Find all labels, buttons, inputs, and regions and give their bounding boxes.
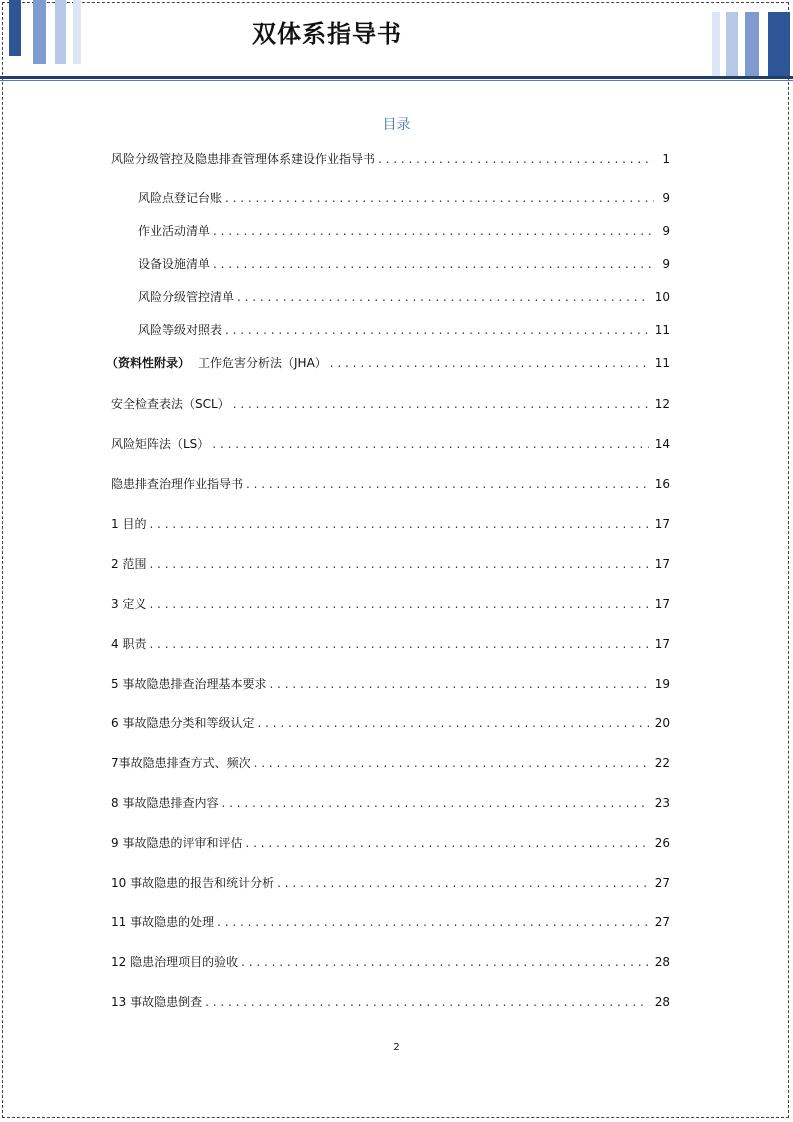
toc-entry-title: 安全检查表法（SCL） <box>111 397 230 411</box>
toc-entry[interactable] <box>111 676 670 692</box>
toc-entry[interactable] <box>138 190 670 206</box>
toc-entry[interactable] <box>138 223 670 239</box>
toc-entry[interactable] <box>111 875 670 891</box>
header-rule <box>0 76 793 79</box>
toc-leader-dots <box>213 223 654 239</box>
header-left-bar-1 <box>9 0 21 56</box>
toc-entry[interactable] <box>111 151 670 167</box>
toc-entry-title: 5 事故隐患排查治理基本要求 <box>111 677 267 691</box>
toc-entry[interactable] <box>111 596 670 612</box>
header-right-bar-3 <box>745 12 759 76</box>
toc-entry-page: 12 <box>654 397 670 411</box>
header-left-bar-4 <box>73 0 81 64</box>
header-right-bar-1 <box>712 12 720 76</box>
toc-entry-title: 工作危害分析法（JHA） <box>198 356 327 370</box>
toc-leader-dots <box>149 516 648 532</box>
toc-entry-page: 16 <box>654 477 670 491</box>
toc-entry-page: 9 <box>662 224 670 238</box>
header-right-bar-4 <box>768 12 790 76</box>
toc-entry-page: 27 <box>654 915 670 929</box>
toc-entry[interactable] <box>111 436 670 452</box>
toc-entry[interactable] <box>111 476 670 492</box>
toc-entry-title: 3 定义 <box>111 597 147 611</box>
toc-entry-page: 17 <box>654 597 670 611</box>
toc-entry-title: 7事故隐患排查方式、频次 <box>111 756 251 770</box>
toc-entry-page: 10 <box>654 290 670 304</box>
toc-leader-dots <box>213 256 654 272</box>
toc-leader-dots <box>277 875 649 891</box>
toc-entry-page: 28 <box>654 995 670 1009</box>
toc-leader-dots <box>246 476 649 492</box>
toc-heading: 目录 <box>382 117 411 133</box>
toc-entry-page: 26 <box>654 836 670 850</box>
toc-entry-page: 11 <box>654 323 670 337</box>
toc-entry-title: 风险分级管控及隐患排查管理体系建设作业指导书 <box>111 152 376 166</box>
page-number: 2 <box>393 1042 400 1053</box>
toc-entry[interactable] <box>111 994 670 1010</box>
header-right-bar-2 <box>726 12 738 76</box>
toc-entry-page: 17 <box>654 637 670 651</box>
toc-entry-title: 风险点登记台账 <box>138 191 223 205</box>
toc-entry-page: 23 <box>654 796 670 810</box>
toc-entry-title: 10 事故隐患的报告和统计分析 <box>111 876 275 890</box>
toc-entry-page: 1 <box>662 152 670 166</box>
toc-entry-page: 27 <box>654 876 670 890</box>
toc-leader-dots <box>233 396 649 412</box>
toc-entry-title: 风险分级管控清单 <box>138 290 235 304</box>
toc-entry-title: 4 职责 <box>111 637 147 651</box>
toc-leader-dots <box>217 914 649 930</box>
toc-entry-title: 11 事故隐患的处理 <box>111 915 215 929</box>
toc-entry-page: 17 <box>654 557 670 571</box>
toc-entry[interactable] <box>111 755 670 771</box>
toc-leader-dots <box>254 755 649 771</box>
toc-leader-dots <box>221 795 648 811</box>
header-left-bar-3 <box>55 0 66 64</box>
toc-entry-page: 9 <box>662 257 670 271</box>
toc-entry-page: 11 <box>654 356 670 370</box>
toc-entry-title: 2 范围 <box>111 557 147 571</box>
toc-leader-dots <box>378 151 654 167</box>
toc-entry[interactable] <box>111 835 670 851</box>
toc-entry-page: 17 <box>654 517 670 531</box>
toc-leader-dots <box>212 436 648 452</box>
document-title: 双体系指导书 <box>252 20 402 48</box>
toc-leader-dots <box>269 676 648 692</box>
toc-leader-dots <box>225 322 649 338</box>
toc-entry-title: 13 事故隐患倒查 <box>111 995 203 1009</box>
toc-entry-title: 隐患排查治理作业指导书 <box>111 477 244 491</box>
toc-leader-dots <box>237 289 649 305</box>
header-rule-thin <box>0 80 793 81</box>
toc-entry-title: 6 事故隐患分类和等级认定 <box>111 716 255 730</box>
toc-entry-title: 设备设施清单 <box>138 257 211 271</box>
toc-entry-title: 1 目的 <box>111 517 147 531</box>
toc-entry-title: 风险等级对照表 <box>138 323 223 337</box>
toc-leader-dots <box>149 556 648 572</box>
toc-entry[interactable] <box>111 516 670 532</box>
toc-entry-page: 19 <box>654 677 670 691</box>
toc-entry-title: 风险矩阵法（LS） <box>111 437 210 451</box>
toc-entry[interactable] <box>111 396 670 412</box>
toc-leader-dots <box>149 596 648 612</box>
toc-entry-page: 20 <box>654 716 670 730</box>
toc-entry[interactable] <box>106 355 670 371</box>
toc-entry[interactable] <box>111 795 670 811</box>
toc-entry-page: 9 <box>662 191 670 205</box>
toc-entry-title: 作业活动清单 <box>138 224 211 238</box>
toc-entry[interactable] <box>111 914 670 930</box>
toc-entry[interactable] <box>111 636 670 652</box>
toc-entry-page: 14 <box>654 437 670 451</box>
toc-entry-prefix: （资料性附录） <box>106 356 191 370</box>
toc-leader-dots <box>205 994 649 1010</box>
toc-entry[interactable] <box>138 256 670 272</box>
toc-entry-title: 12 隐患治理项目的验收 <box>111 955 239 969</box>
toc-leader-dots <box>149 636 648 652</box>
toc-entry[interactable] <box>138 322 670 338</box>
toc-leader-dots <box>257 715 648 731</box>
page-header <box>0 0 793 82</box>
toc-leader-dots <box>245 835 648 851</box>
toc-entry-page: 28 <box>654 955 670 969</box>
toc-entry[interactable] <box>111 715 670 731</box>
toc-entry[interactable] <box>111 556 670 572</box>
toc-entry-title: 9 事故隐患的评审和评估 <box>111 836 243 850</box>
toc-entry-page: 22 <box>654 756 670 770</box>
header-left-bar-2 <box>33 0 46 64</box>
toc-entry[interactable] <box>138 289 670 305</box>
toc-leader-dots <box>241 954 649 970</box>
toc-entry[interactable] <box>111 954 670 970</box>
toc-leader-dots <box>225 190 654 206</box>
toc-leader-dots <box>330 355 649 371</box>
toc-entry-title: 8 事故隐患排查内容 <box>111 796 219 810</box>
